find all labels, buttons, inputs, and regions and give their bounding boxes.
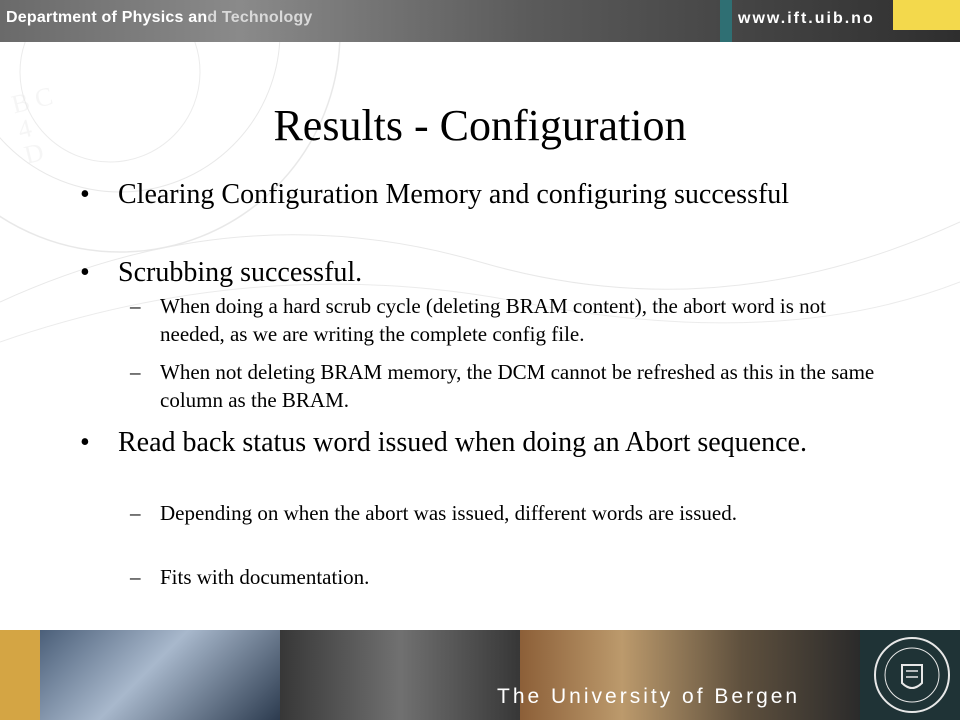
- sub-bullet-item: – Fits with documentation.: [160, 563, 880, 591]
- sub-bullet-item: – Depending on when the abort was issued, different words are issued.: [160, 499, 880, 527]
- footer-university-name: The University of Bergen: [497, 685, 801, 708]
- sub-bullet-item: – When not deleting BRAM memory, the DCM cannot be refreshed as this in the same column as the BRAM.: [160, 358, 880, 414]
- sub-bullet-item: – When doing a hard scrub cycle (deleting BRAM content), the abort word is not needed, as we are writing the complete config file.: [160, 292, 880, 348]
- bullet-item: • Scrubbing successful.: [118, 256, 818, 289]
- footer-banner: [0, 630, 960, 720]
- bullet-item: • Clearing Configuration Memory and configuring successful: [118, 178, 818, 211]
- university-seal-icon: [872, 635, 952, 715]
- header-url: www.ift.uib.no: [738, 10, 875, 27]
- bullet-item: • Read back status word issued when doing an Abort sequence.: [118, 426, 818, 459]
- slide-title: Results - Configuration: [273, 101, 687, 150]
- department-name-suffix: d Technology: [207, 9, 313, 26]
- footer-accent-gold: [0, 630, 40, 720]
- watermark-letters: B C 4 D: [8, 81, 56, 170]
- footer-photo-building: [280, 630, 520, 720]
- footer-photo-eye: [40, 630, 280, 720]
- department-name-prefix: Department of Physics an: [6, 9, 208, 26]
